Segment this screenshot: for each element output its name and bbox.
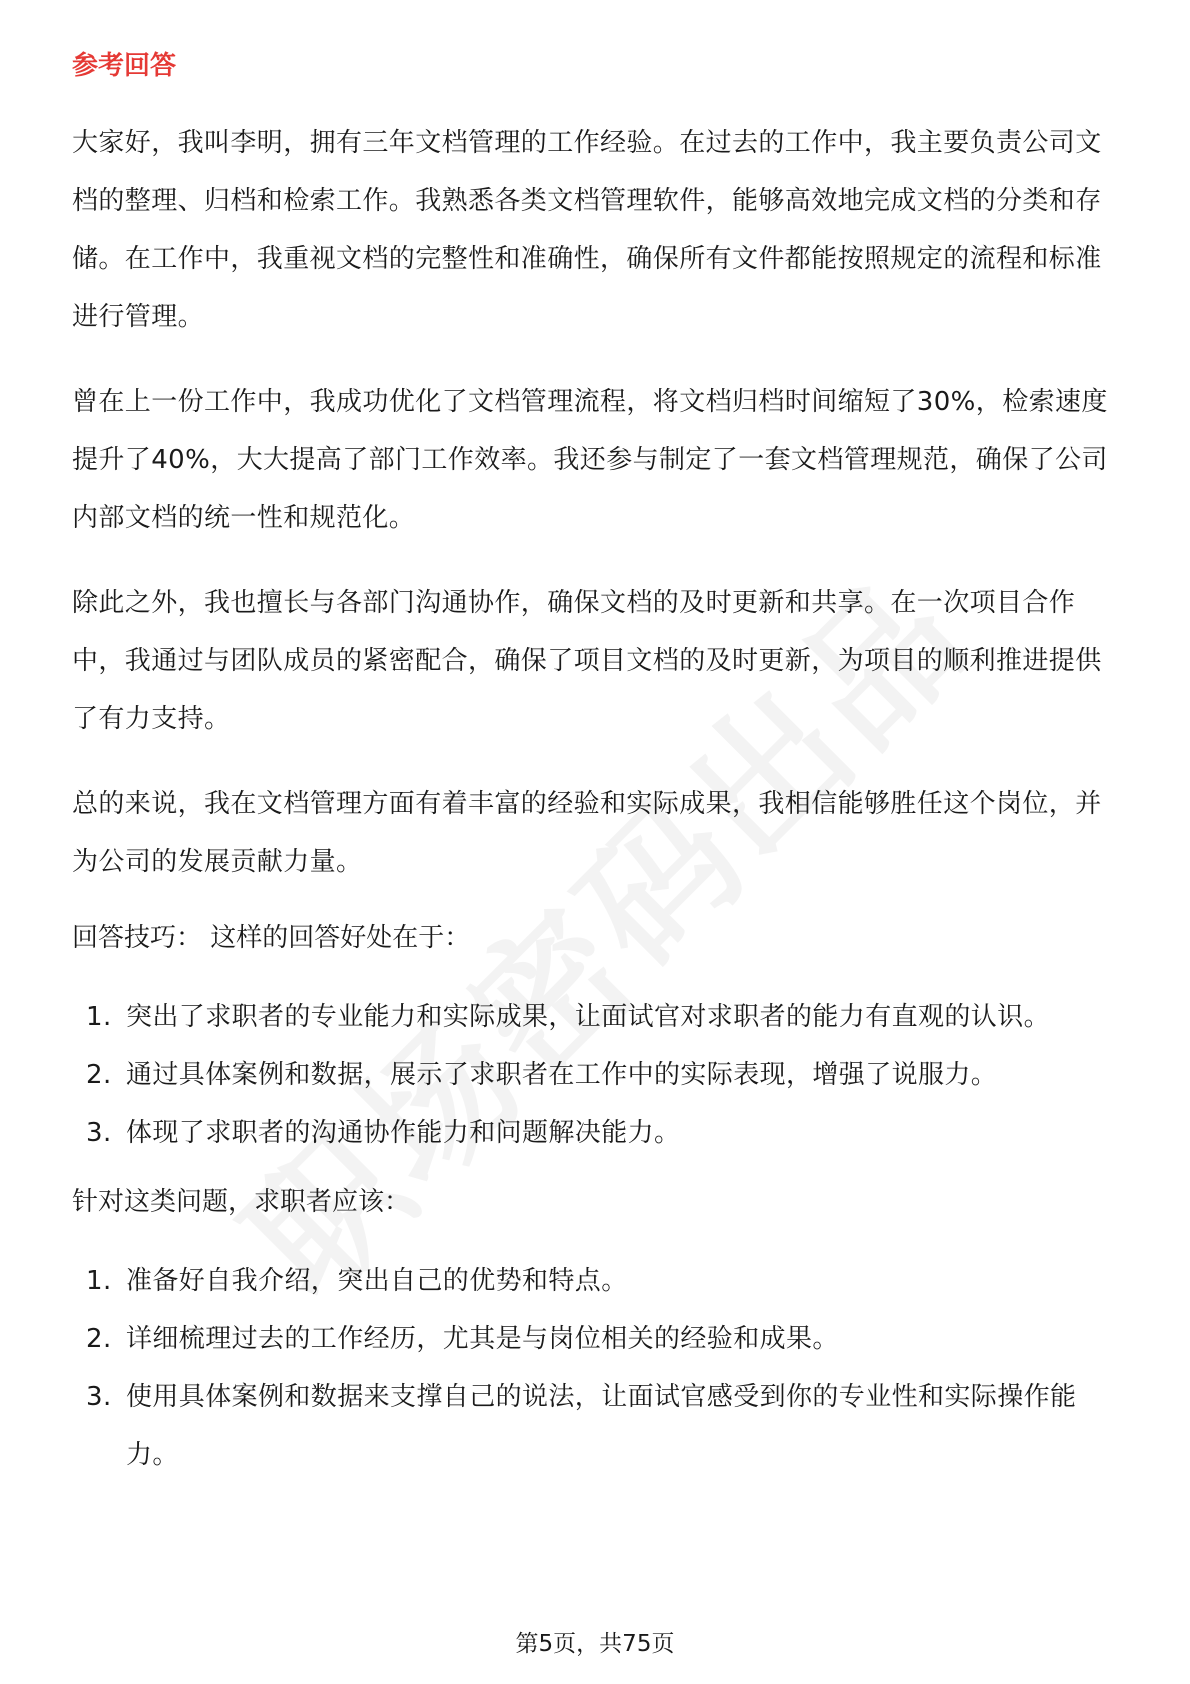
list-number: 3. bbox=[86, 1382, 112, 1412]
section-title: 参考回答 bbox=[72, 51, 177, 81]
page-footer: 第5页，共75页 bbox=[515, 1631, 675, 1657]
list-number: 1. bbox=[86, 1266, 112, 1296]
paragraph-intro: 大家好，我叫李明，拥有三年文档管理的工作经验。在过去的工作中，我主要负责公司文档的整理、归档和检索工作。我熟悉各类文档管理软件，能够高效地完成文档的分类和存储。在工作中，我重视文档的完整性和准确性，确保所有文件都能按照规定的流程和标准进行管理。 bbox=[72, 128, 1102, 332]
list-number: 2. bbox=[86, 1060, 112, 1090]
paragraph-achievement: 曾在上一份工作中，我成功优化了文档管理流程，将文档归档时间缩短了30%，检索速度提升了40%，大大提高了部门工作效率。我还参与制定了一套文档管理规范，确保了公司内部文档的统一性和规范化。 bbox=[72, 387, 1108, 533]
advice-heading: 针对这类问题，求职者应该： bbox=[72, 1187, 411, 1217]
paragraph-summary: 总的来说，我在文档管理方面有着丰富的经验和实际成果，我相信能够胜任这个岗位，并为公司的发展贡献力量。 bbox=[72, 789, 1102, 877]
paragraph-collaboration: 除此之外，我也擅长与各部门沟通协作，确保文档的及时更新和共享。在一次项目合作中，我通过与团队成员的紧密配合，确保了项目文档的及时更新，为项目的顺利推进提供了有力支持。 bbox=[72, 588, 1102, 734]
advice-list bbox=[72, 1252, 1120, 1484]
list-text: 突出了求职者的专业能力和实际成果，让面试官对求职者的能力有直观的认识。 bbox=[126, 1002, 1051, 1032]
list-item bbox=[72, 1310, 1120, 1368]
list-text: 使用具体案例和数据来支撑自己的说法，让面试官感受到你的专业性和实际操作能力。 bbox=[126, 1382, 1077, 1470]
list-item bbox=[72, 1252, 1120, 1310]
list-number: 2. bbox=[86, 1324, 112, 1354]
list-number: 1. bbox=[86, 1002, 112, 1032]
tips-heading: 回答技巧： 这样的回答好处在于： bbox=[72, 923, 471, 953]
tips-list bbox=[72, 988, 1120, 1162]
list-text: 准备好自我介绍，突出自己的优势和特点。 bbox=[126, 1266, 628, 1296]
list-item bbox=[72, 988, 1120, 1046]
document-body bbox=[72, 46, 1120, 1504]
list-number: 3. bbox=[86, 1118, 112, 1148]
list-text: 详细梳理过去的工作经历，尤其是与岗位相关的经验和成果。 bbox=[126, 1324, 839, 1354]
list-item bbox=[72, 1046, 1120, 1104]
list-item bbox=[72, 1104, 1120, 1162]
list-item bbox=[72, 1368, 1120, 1484]
list-text: 通过具体案例和数据，展示了求职者在工作中的实际表现，增强了说服力。 bbox=[126, 1060, 998, 1090]
list-text: 体现了求职者的沟通协作能力和问题解决能力。 bbox=[126, 1118, 681, 1148]
